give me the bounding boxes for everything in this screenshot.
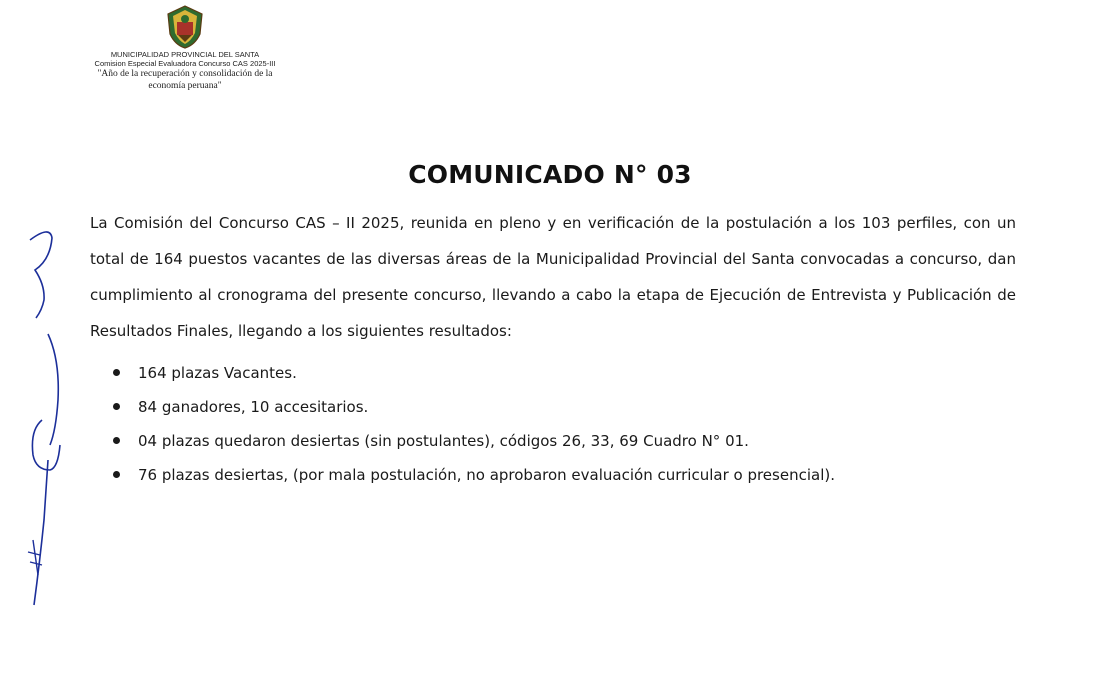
document-title: COMUNICADO N° 03 xyxy=(408,160,692,189)
motto-line-1: "Año de la recuperación y consolidación de la xyxy=(97,69,273,79)
handwritten-signature xyxy=(0,0,80,620)
body-paragraph: La Comisión del Concurso CAS – II 2025, reunida en pleno y en verificación de la postulación a los 103 perfiles, con un total de 164 puestos vacantes de las diversas áreas de la Municipalidad Provincial del Santa convocadas a concurso, dan cumplimiento al cronograma del presente concurso, llevando a cabo la etapa de Ejecución de Entrevista y Publicación de Resultados Finales, llegando a los siguientes resultados: xyxy=(90,214,1016,340)
municipal-crest-icon xyxy=(164,4,206,50)
list-item: 84 ganadores, 10 accesitarios. xyxy=(110,393,835,427)
list-item: 164 plazas Vacantes. xyxy=(110,359,835,393)
list-item: 76 plazas desiertas, (por mala postulación, no aprobaron evaluación curricular o presencial). xyxy=(110,461,835,495)
commission-name: Comision Especial Evaluadora Concurso CAS 2025-III xyxy=(94,59,276,68)
letterhead xyxy=(70,4,300,92)
motto-line-2: economía peruana" xyxy=(148,81,222,91)
org-name: MUNICIPALIDAD PROVINCIAL DEL SANTA xyxy=(110,50,260,59)
results-list xyxy=(110,359,835,495)
list-item: 04 plazas quedaron desiertas (sin postulantes), códigos 26, 33, 69 Cuadro N° 01. xyxy=(110,427,835,461)
